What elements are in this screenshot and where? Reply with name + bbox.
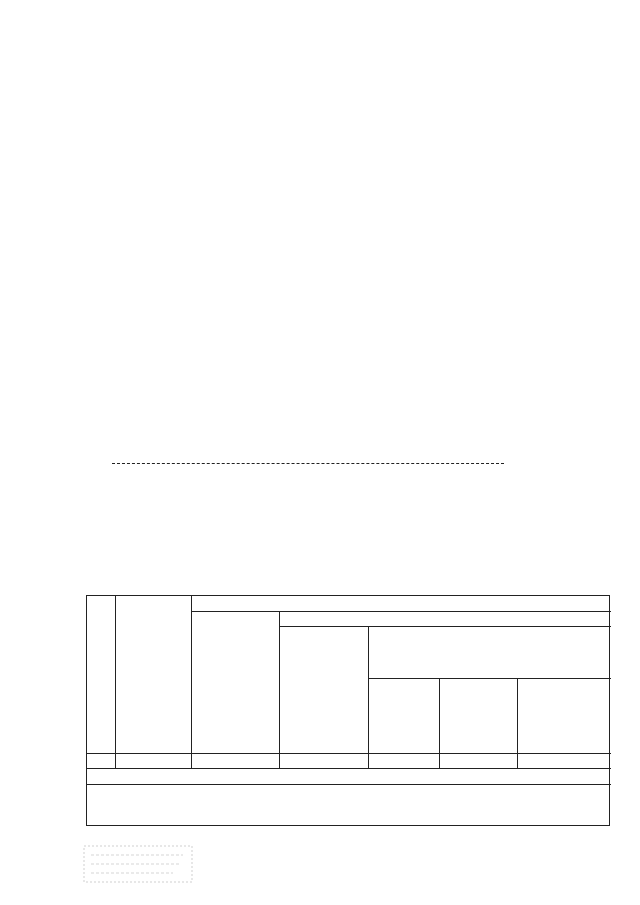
col-number (87, 753, 115, 768)
para-line (86, 318, 580, 335)
section-text (86, 232, 580, 455)
after-formula-text (86, 504, 580, 573)
para-intro (86, 249, 580, 266)
para-line (86, 301, 580, 318)
col-number (439, 753, 517, 768)
col-number (279, 753, 368, 768)
col-number (517, 753, 611, 768)
para-intro (86, 387, 580, 404)
para-line (86, 538, 580, 555)
header-num (87, 656, 115, 696)
header-other-sources (379, 630, 601, 674)
header-volume (191, 596, 611, 611)
para-intro (86, 335, 580, 352)
stage-row (87, 768, 611, 784)
header-municipality (117, 636, 189, 716)
header-extra-budget (368, 682, 439, 752)
formula-fraction-bar (110, 454, 506, 471)
col-number (191, 753, 279, 768)
header-including (368, 611, 611, 626)
para-line (86, 352, 580, 369)
para-line (86, 504, 580, 521)
para-line (86, 556, 580, 573)
para-line (86, 370, 580, 387)
item-heading (86, 232, 580, 249)
para-line (86, 404, 580, 421)
para-line (86, 266, 580, 283)
header-local-budget (440, 692, 517, 736)
fund-row (89, 785, 529, 823)
col-number (115, 753, 191, 768)
financing-table (86, 595, 610, 826)
para-line (86, 438, 580, 455)
para-line (86, 421, 580, 438)
stamp-mark (83, 845, 193, 883)
header-fund (518, 692, 611, 736)
para-line (86, 284, 580, 301)
para-line (86, 521, 580, 538)
col-number (368, 753, 439, 768)
header-republic-budget (280, 658, 368, 730)
